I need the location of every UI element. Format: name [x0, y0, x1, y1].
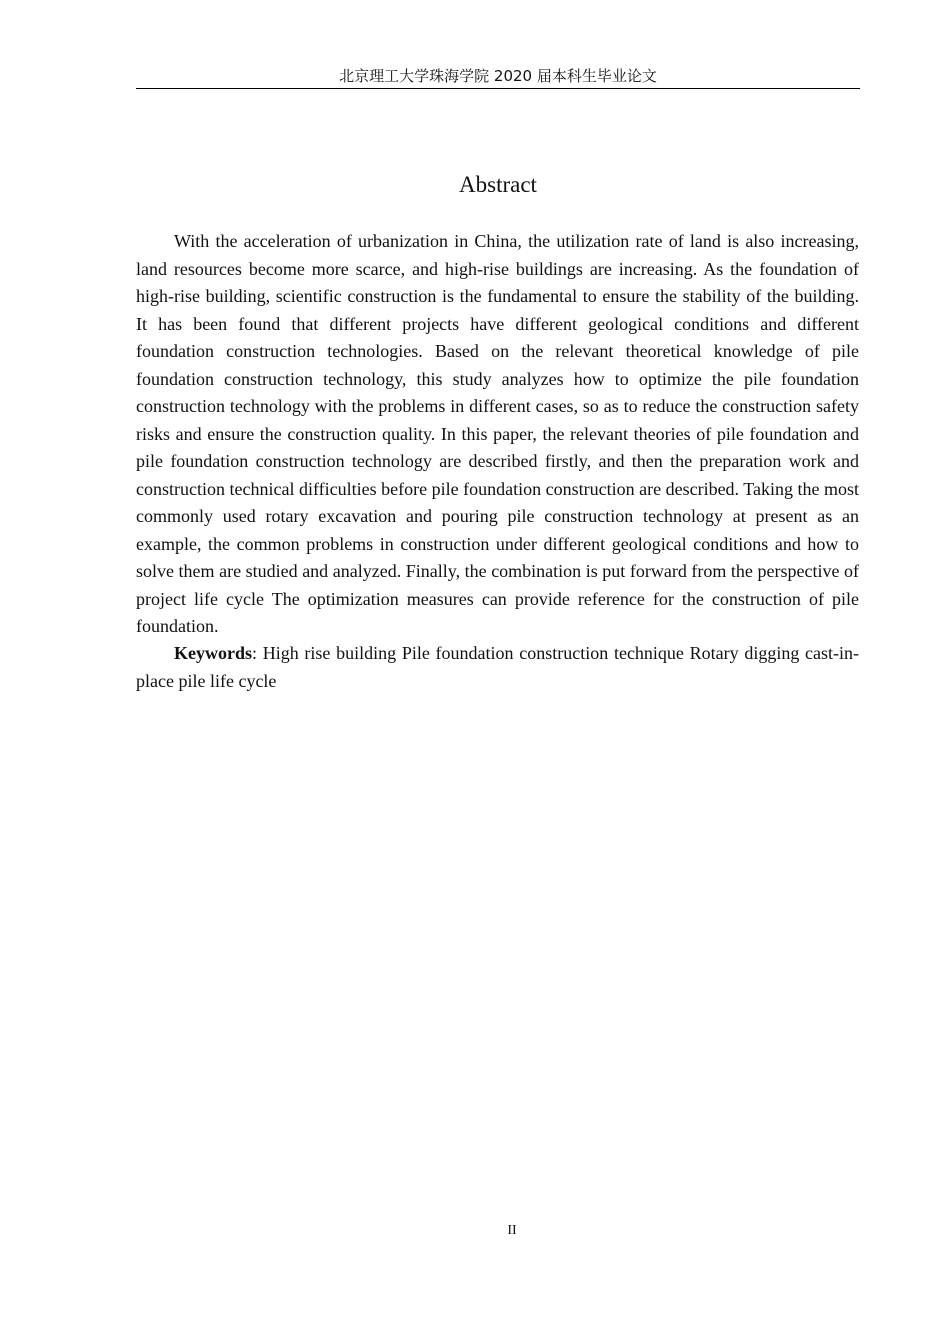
page-number: II: [507, 1223, 517, 1238]
page-header: 北京理工大学珠海学院 2020 届本科生毕业论文: [136, 66, 860, 89]
abstract-body: With the acceleration of urbanization in China, the utilization rate of land is also increasing, land resources become more scarce, and high-rise buildings are increasing. As the foundation of high-rise building, scientific construction is the fundamental to ensure the stability of the building. It has been found that different projects have different geological conditions and different foundation construction technologies. Based on the relevant theoretical knowledge of pile foundation construction technology, this study analyzes how to optimize the pile foundation construction technology with the problems in different cases, so as to reduce the construction safety risks and ensure the construction quality. In this paper, the relevant theories of pile foundation and pile foundation construction technology are described firstly, and then the preparation work and construction technical difficulties before pile foundation construction are described. Taking the most commonly used rotary excavation and pouring pile construction technology at present as an example, the common problems in construction under different geological conditions and how to solve them are studied and analyzed. Finally, the combination is put forward from the perspective of project life cycle The optimization measures can provide reference for the construction of pile foundation.: [136, 231, 859, 636]
keyword-item: Pile foundation: [401, 643, 514, 663]
keyword-item: life cycle: [209, 670, 277, 691]
keywords-label: Keywords: [174, 643, 252, 663]
keyword-item: High rise building: [262, 643, 397, 663]
keyword-item: Rotary digging cast-in-place pile: [136, 643, 860, 691]
keywords-paragraph: [136, 640, 859, 695]
keyword-item: construction technique: [519, 643, 684, 663]
abstract-title: Abstract: [459, 172, 537, 197]
keywords-separator: :: [252, 643, 263, 663]
